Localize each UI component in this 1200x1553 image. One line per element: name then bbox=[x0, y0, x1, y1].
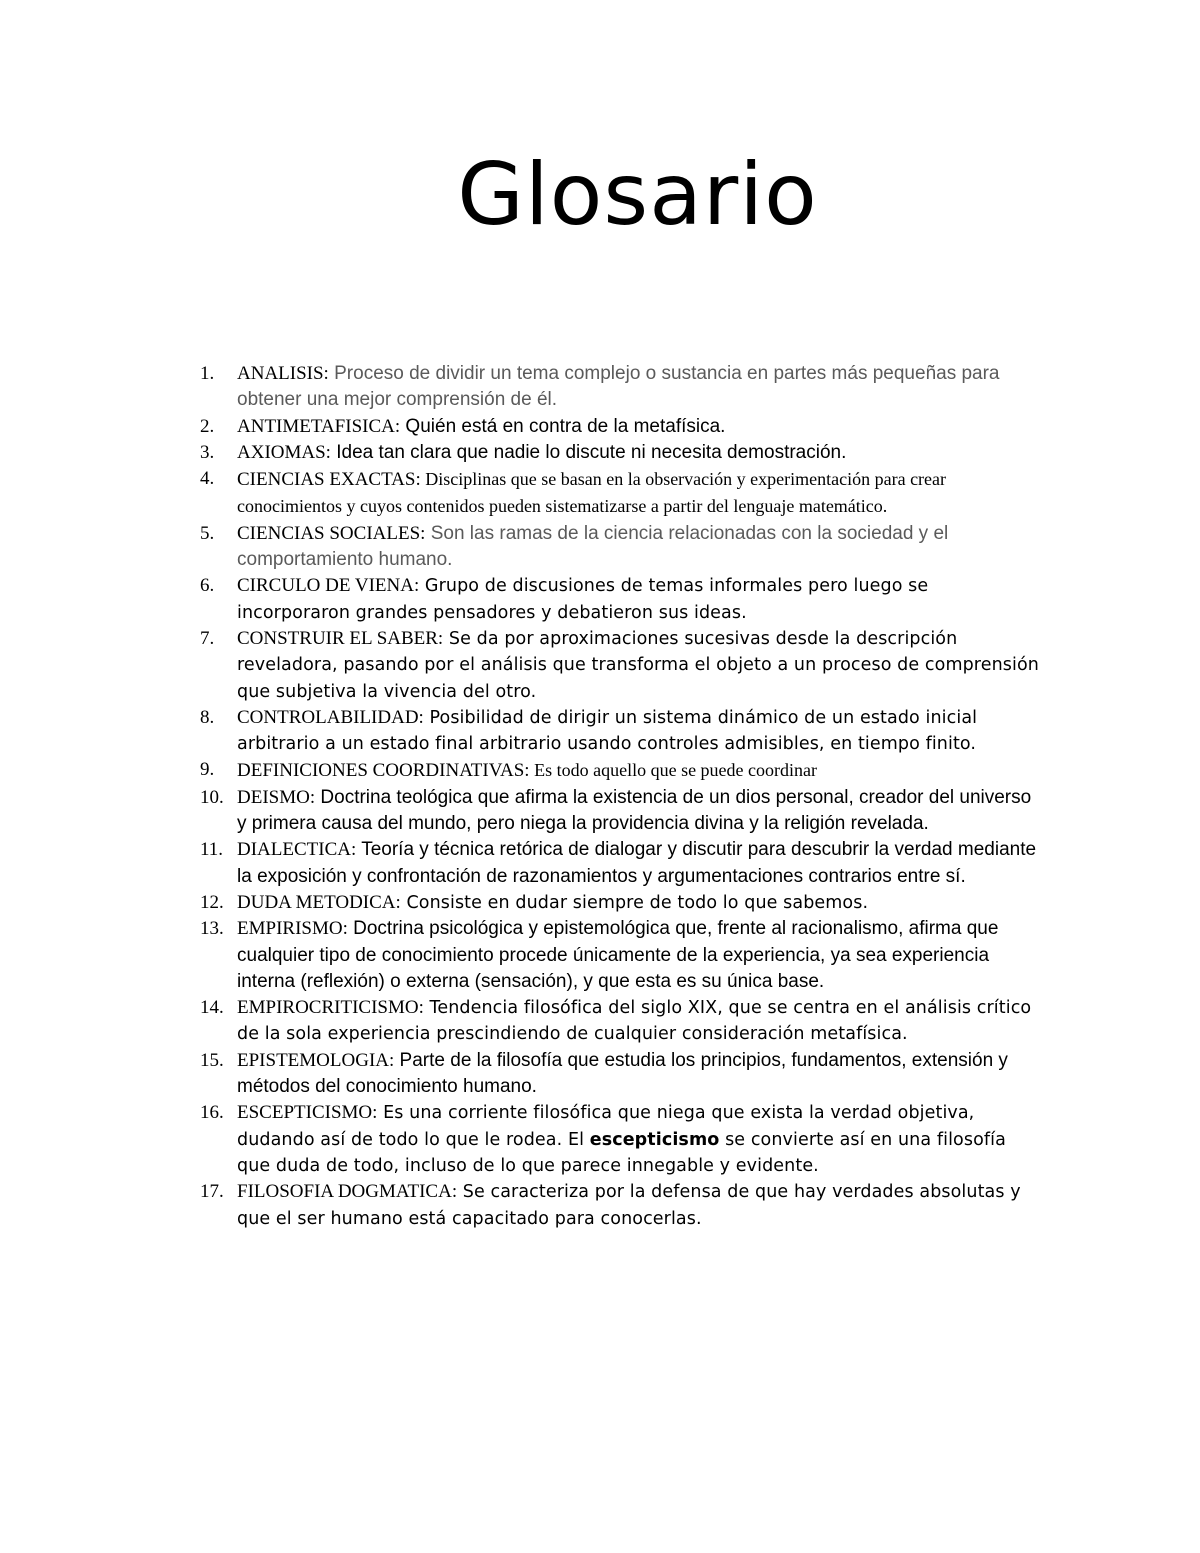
entry-number: 11. bbox=[200, 839, 224, 861]
entry-number: 14. bbox=[200, 997, 224, 1019]
entry-number: 3. bbox=[200, 441, 215, 463]
entry-term: DEISMO: bbox=[237, 786, 316, 808]
entry-definition: Disciplinas que se basan en la observación y experimentación para crear conocimientos y cuyos contenidos pueden sistematizarse a partir del lenguaje matemático. bbox=[237, 469, 947, 517]
glossary-entry-definiciones-coordinativas bbox=[200, 757, 1040, 784]
entry-number: 12. bbox=[200, 891, 224, 913]
entry-number: 7. bbox=[200, 627, 215, 649]
glossary-entry-duda-metodica bbox=[200, 890, 1040, 916]
glossary-entry-ciencias-exactas bbox=[200, 466, 1040, 521]
entry-number: 16. bbox=[200, 1102, 224, 1124]
glossary-entry-empirocriticismo bbox=[200, 995, 1040, 1048]
entry-term: EPISTEMOLOGIA: bbox=[237, 1049, 395, 1071]
entry-definition: Doctrina psicológica y epistemológica que, frente al racionalismo, afirma que cualquier tipo de conocimiento procede únicamente de la experiencia, ya sea experiencia interna (reflexión) o externa (sensación), y que esta es su única base. bbox=[237, 918, 999, 992]
glossary-entry-antimetafisica bbox=[200, 414, 1040, 440]
entry-definition: Se da por aproximaciones sucesivas desde la descripción reveladora, pasando por el análisis que transforma el objeto a un proceso de comprensión que subjetiva la vivencia del otro. bbox=[237, 628, 1039, 702]
entry-term: CONTROLABILIDAD: bbox=[237, 706, 424, 728]
glossary-list bbox=[200, 361, 1040, 1232]
glossary-entry-escepticismo bbox=[200, 1100, 1040, 1179]
page-title: Glosario bbox=[457, 145, 818, 245]
entry-term: AXIOMAS: bbox=[237, 441, 331, 463]
entry-number: 13. bbox=[200, 918, 224, 940]
entry-term: CIRCULO DE VIENA: bbox=[237, 575, 420, 597]
entry-definition: Son las ramas de la ciencia relacionadas con la sociedad y el comportamiento humano. bbox=[237, 522, 949, 571]
entry-number: 5. bbox=[200, 522, 215, 544]
entry-term: EMPIRISMO: bbox=[237, 918, 348, 940]
glossary-entry-circulo-de-viena bbox=[200, 573, 1040, 626]
glossary-entry-filosofia-dogmatica bbox=[200, 1179, 1040, 1232]
entry-term: DUDA METODICA: bbox=[237, 891, 401, 913]
entry-number: 4. bbox=[200, 468, 215, 490]
entry-definition: Posibilidad de dirigir un sistema dinámico de un estado inicial arbitrario a un estado final arbitrario usando controles admisibles, en tiempo finito. bbox=[237, 707, 978, 755]
entry-term: DEFINICIONES COORDINATIVAS: bbox=[237, 760, 530, 782]
entry-term: ANALISIS: bbox=[237, 363, 329, 384]
entry-definition: Es todo aquello que se puede coordinar bbox=[529, 760, 818, 781]
entry-definition: Grupo de discusiones de temas informales pero luego se incorporaron grandes pensadores y debatieron sus ideas. bbox=[237, 576, 929, 623]
glossary-entry-empirismo bbox=[200, 916, 1040, 995]
entry-term: FILOSOFIA DOGMATICA: bbox=[237, 1181, 458, 1203]
glossary-entry-deismo bbox=[200, 785, 1040, 838]
entry-definition: Quién está en contra de la metafísica. bbox=[400, 415, 726, 437]
entry-definition: Doctrina teológica que afirma la existencia de un dios personal, creador del universo y primera causa del mundo, pero niega la providencia divina y la religión revelada. bbox=[237, 786, 1032, 835]
entry-number: 2. bbox=[200, 415, 215, 437]
entry-number: 9. bbox=[200, 759, 215, 781]
entry-number: 1. bbox=[200, 363, 215, 384]
entry-number: 17. bbox=[200, 1181, 224, 1203]
entry-definition: Teoría y técnica retórica de dialogar y discutir para descubrir la verdad mediante la exposición y confrontación de razonamientos y argumentaciones contrarios entre sí. bbox=[237, 839, 1037, 887]
entry-definition: Tendencia filosófica del siglo XIX, que se centra en el análisis crítico de la sola experiencia prescindiendo de cualquier consideración metafísica. bbox=[237, 998, 1032, 1045]
entry-number: 6. bbox=[200, 575, 215, 597]
entry-definition: Proceso de dividir un tema complejo o sustancia en partes más pequeñas para obtener una mejor comprensión de él. bbox=[237, 363, 1000, 411]
glossary-entry-epistemologia bbox=[200, 1048, 1040, 1101]
entry-number: 8. bbox=[200, 706, 215, 728]
entry-definition: Idea tan clara que nadie lo discute ni necesita demostración. bbox=[330, 441, 847, 463]
entry-term: CIENCIAS EXACTAS: bbox=[237, 469, 421, 491]
glossary-entry-controlabilidad bbox=[200, 705, 1040, 758]
entry-definition: Consiste en dudar siempre de todo lo que sabemos. bbox=[400, 892, 869, 913]
entry-definition-tail: se convierte así en una filosofía que duda de todo, incluso de lo que parece innegable y evidente. bbox=[237, 1129, 1006, 1176]
glossary-entry-analisis bbox=[200, 361, 1040, 414]
entry-number: 10. bbox=[200, 786, 224, 808]
entry-term: CONSTRUIR EL SABER: bbox=[237, 627, 444, 649]
entry-term: EMPIROCRITICISMO: bbox=[237, 997, 424, 1019]
entry-term: ESCEPTICISMO: bbox=[237, 1102, 378, 1124]
entry-number: 15. bbox=[200, 1049, 224, 1071]
entry-term: ANTIMETAFISICA: bbox=[237, 415, 401, 437]
glossary-entry-dialectica bbox=[200, 837, 1040, 890]
glossary-entry-ciencias-sociales bbox=[200, 521, 1040, 574]
entry-term: DIALECTICA: bbox=[237, 839, 357, 861]
entry-definition: Es una corriente filosófica que niega que exista la verdad objetiva, dudando así de todo lo que le rodea. El bbox=[237, 1103, 975, 1150]
entry-definition: Se caracteriza por la defensa de que hay verdades absolutas y que el ser humano está capacitado para conocerlas. bbox=[237, 1182, 1021, 1229]
glossary-entry-construir-el-saber bbox=[200, 626, 1040, 705]
entry-definition-emphasis: escepticismo bbox=[589, 1129, 720, 1150]
glossary-entry-axiomas bbox=[200, 440, 1040, 466]
entry-definition: Parte de la filosofía que estudia los principios, fundamentos, extensión y métodos del conocimiento humano. bbox=[237, 1049, 1008, 1098]
entry-term: CIENCIAS SOCIALES: bbox=[237, 522, 426, 544]
